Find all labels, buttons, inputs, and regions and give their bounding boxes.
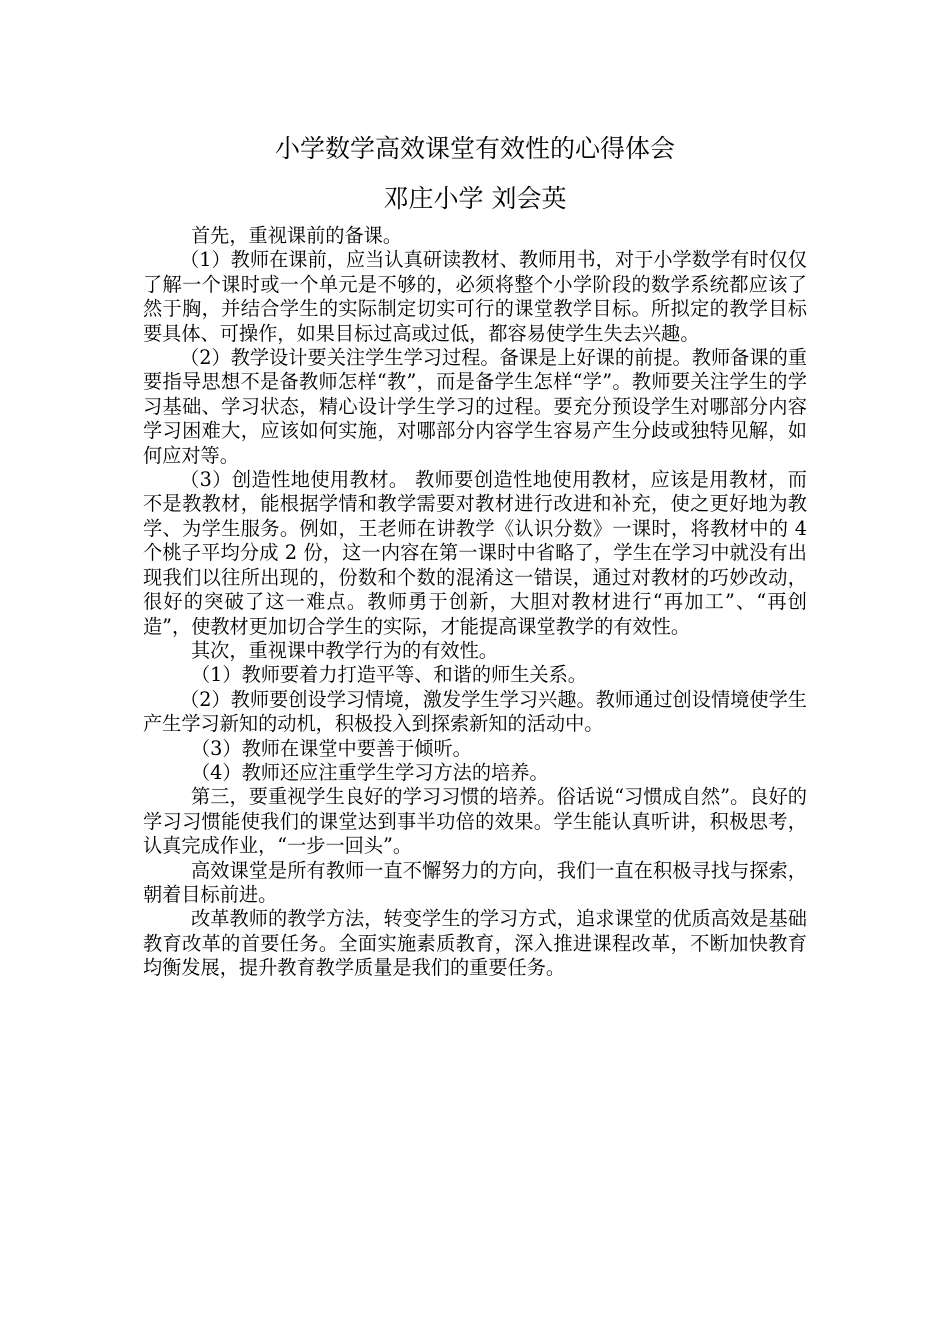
paragraph: （3）创造性地使用教材。 教师要创造性地使用教材，应该是用教材，而不是教教材，能根据学情和教学需要对教材进行改进和补充，使之更好地为教学、为学生服务。例如，王老师在讲教学《认识分数》一课时，将教材中的 4 个桃子平均分成 2 份，这一内容在第一课时中省略了，学生在学习中就没有出现我们以往所出现的，份数和个数的混淆这一错误，通过对教材的巧妙改动，很好的突破了这一难点。教师勇于创新，大胆对教材进行“再加工”、“再创造”，使教材更加切合学生的实际，才能提高课堂教学的有效性。 [143,468,807,638]
document-title: 小学数学高效课堂有效性的心得体会 [274,134,675,163]
paragraph: （1）教师要着力打造平等、和谐的师生关系。 [191,663,587,687]
paragraph-heading-second: 其次，重视课中教学行为的有效性。 [191,638,498,662]
paragraph-heading-first: 首先，重视课前的备课。 [191,224,403,247]
paragraph: 改革教师的教学方法，转变学生的学习方式，追求课堂的优质高效是基础教育改革的首要任务。全面实施素质教育，深入推进课程改革，不断加快教育均衡发展，提升教育教学质量是我们的重要任务。 [143,907,807,980]
author-line: 邓庄小学 刘会英 [383,184,567,213]
paragraph: （2）教师要创设学习情境，激发学生学习兴趣。教师通过创设情境使学生产生学习新知的动机，积极投入到探索新知的活动中。 [143,687,807,736]
paragraph: （4）教师还应注重学生学习方法的培养。 [191,760,549,784]
paragraph: （2）教学设计要关注学生学习过程。备课是上好课的前提。教师备课的重要指导思想不是备教师怎样“教”，而是备学生怎样“学”。教师要关注学生的学习基础、学习状态，精心设计学生学习的过程。要充分预设学生对哪部分内容学习困难大，应该如何实施，对哪部分内容学生容易产生分歧或独特见解，如何应对等。 [143,346,807,467]
document-body [143,224,807,981]
paragraph: 高效课堂是所有教师一直不懈努力的方向，我们一直在积极寻找与探索，朝着目标前进。 [143,858,807,906]
paragraph-heading-third: 第三，要重视学生良好的学习习惯的培养。俗话说“习惯成自然”。良好的学习习惯能使我们的课堂达到事半功倍的效果。学生能认真听讲，积极思考，认真完成作业，“一步一回头”。 [143,785,807,858]
paragraph: （3）教师在课堂中要善于倾听。 [191,736,472,760]
paragraph: （1）教师在课前，应当认真研读教材、教师用书，对于小学数学有时仅仅了解一个课时或一个单元是不够的，必须将整个小学阶段的数学系统都应该了然于胸，并结合学生的实际制定切实可行的课堂教学目标。所拟定的教学目标要具体、可操作，如果目标过高或过低，都容易使学生失去兴趣。 [143,248,807,345]
